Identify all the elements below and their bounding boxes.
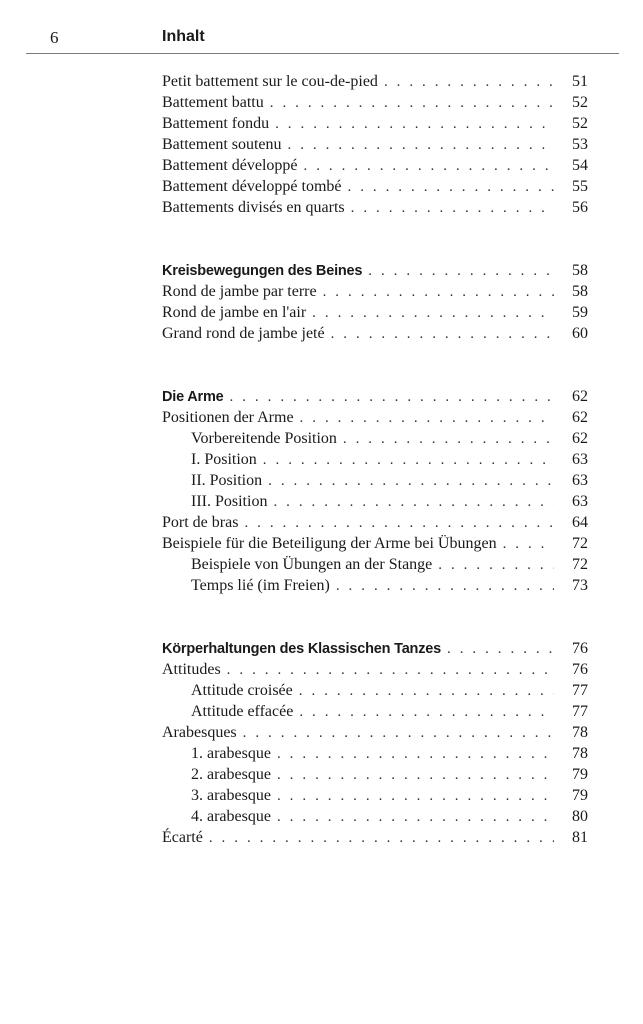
toc-entry xyxy=(162,134,588,155)
toc-page-number: 79 xyxy=(572,766,588,783)
toc-chapter-heading xyxy=(162,260,588,281)
toc-entry-title: 4. arabesque xyxy=(191,808,271,825)
toc-entry-title: 2. arabesque xyxy=(191,766,271,783)
toc-entry xyxy=(162,575,588,596)
toc-page-number: 52 xyxy=(572,115,588,132)
toc-section xyxy=(162,386,588,596)
toc-entry xyxy=(162,659,588,680)
toc-entry xyxy=(162,827,588,848)
toc-entry-title: Attitude effacée xyxy=(191,703,294,720)
toc-entry-title: Battement battu xyxy=(162,94,264,111)
toc-entry xyxy=(162,113,588,134)
toc-entry-title: Battements divisés en quarts xyxy=(162,199,345,216)
toc-dot-leader xyxy=(268,471,554,492)
toc-entry-title: Rond de jambe en l'air xyxy=(162,304,307,321)
toc-dot-leader xyxy=(300,408,554,429)
toc-entry-title: Petit battement sur le cou-de-pied xyxy=(162,73,378,90)
toc-entry xyxy=(162,428,588,449)
toc-page-number: 72 xyxy=(572,535,588,552)
toc-entry-title: Vorbereitende Position xyxy=(191,430,337,447)
toc-dot-leader xyxy=(384,72,554,93)
toc-entry xyxy=(162,533,588,554)
toc-page-number: 58 xyxy=(572,262,588,279)
toc-entry-title: Positionen der Arme xyxy=(162,409,294,426)
toc-dot-leader xyxy=(277,765,554,786)
toc-entry xyxy=(162,155,588,176)
toc-entry-title: Battement développé xyxy=(162,157,298,174)
toc-dot-leader xyxy=(288,135,554,156)
toc-page-number: 62 xyxy=(572,388,588,405)
toc-entry xyxy=(162,722,588,743)
page-number: 6 xyxy=(50,28,59,47)
toc-entry-title: Beispiele von Übungen an der Stange xyxy=(191,556,433,573)
toc-page-number: 55 xyxy=(572,178,588,195)
toc-section xyxy=(162,638,588,848)
toc-entry-title: III. Position xyxy=(191,493,268,510)
toc-dot-leader xyxy=(209,828,554,849)
toc-entry xyxy=(162,806,588,827)
toc-dot-leader xyxy=(243,723,554,744)
toc-dot-leader xyxy=(438,555,554,576)
toc-entry xyxy=(162,449,588,470)
toc-dot-leader xyxy=(331,324,554,345)
toc-page-number: 51 xyxy=(572,73,588,90)
toc-entry-title: Écarté xyxy=(162,829,203,846)
toc-entry-title: Battement fondu xyxy=(162,115,270,132)
toc-entry xyxy=(162,323,588,344)
toc-page-number: 63 xyxy=(572,472,588,489)
toc-dot-leader xyxy=(304,156,554,177)
toc-page-number: 77 xyxy=(572,682,588,699)
toc-chapter-heading xyxy=(162,638,588,659)
toc-dot-leader xyxy=(230,387,554,408)
toc-entry xyxy=(162,197,588,218)
toc-entry xyxy=(162,407,588,428)
toc-dot-leader xyxy=(348,177,555,198)
toc-dot-leader xyxy=(244,513,554,534)
toc-page-number: 80 xyxy=(572,808,588,825)
toc-page-number: 58 xyxy=(572,283,588,300)
toc-entry-title: Attitudes xyxy=(162,661,221,678)
toc-dot-leader xyxy=(277,744,554,765)
toc-dot-leader xyxy=(503,534,554,555)
toc-entry xyxy=(162,176,588,197)
toc-page-number: 52 xyxy=(572,94,588,111)
toc-dot-leader xyxy=(323,282,554,303)
toc-page-number: 54 xyxy=(572,157,588,174)
toc-entry-title: Beispiele für die Beteiligung der Arme bei Übungen xyxy=(162,535,497,552)
toc-entry-title: Temps lié (im Freien) xyxy=(191,577,330,594)
toc-entry-title: Attitude croisée xyxy=(191,682,293,699)
toc-page-number: 78 xyxy=(572,724,588,741)
toc-entry-title: Battement développé tombé xyxy=(162,178,342,195)
toc-dot-leader xyxy=(277,807,554,828)
toc-dot-leader xyxy=(270,93,554,114)
toc-page-number: 59 xyxy=(572,304,588,321)
toc-entry-title: Battement soutenu xyxy=(162,136,282,153)
toc-entry-title: Port de bras xyxy=(162,514,239,531)
toc-entry xyxy=(162,302,588,323)
toc-dot-leader xyxy=(263,450,554,471)
toc-entry-title: Arabesques xyxy=(162,724,237,741)
toc-dot-leader xyxy=(447,639,554,660)
toc-page-number: 60 xyxy=(572,325,588,342)
toc-entry-title: II. Position xyxy=(191,472,263,489)
toc-page-number: 78 xyxy=(572,745,588,762)
toc-entry-title: Körperhaltungen des Klassischen Tanzes xyxy=(162,641,441,657)
toc-page-number: 63 xyxy=(572,493,588,510)
toc-dot-leader xyxy=(368,261,554,282)
toc-dot-leader xyxy=(299,681,554,702)
toc-page-number: 63 xyxy=(572,451,588,468)
toc-entry xyxy=(162,554,588,575)
header-rule xyxy=(26,53,619,54)
toc-page-number: 77 xyxy=(572,703,588,720)
page-header xyxy=(0,0,643,54)
toc-dot-leader xyxy=(277,786,554,807)
toc-entry-title: Die Arme xyxy=(162,389,224,405)
toc-page-number: 64 xyxy=(572,514,588,531)
toc-entry xyxy=(162,512,588,533)
toc-page-number: 73 xyxy=(572,577,588,594)
toc-entry xyxy=(162,680,588,701)
toc-entry-title: Rond de jambe par terre xyxy=(162,283,317,300)
toc-entry-title: I. Position xyxy=(191,451,257,468)
toc-entry xyxy=(162,470,588,491)
toc-dot-leader xyxy=(273,492,554,513)
toc-entry xyxy=(162,785,588,806)
toc-chapter-heading xyxy=(162,386,588,407)
toc-entry-title: 3. arabesque xyxy=(191,787,271,804)
toc-entry-title: Kreisbewegungen des Beines xyxy=(162,263,363,279)
toc-entry xyxy=(162,743,588,764)
toc-page-number: 72 xyxy=(572,556,588,573)
toc-entry xyxy=(162,92,588,113)
toc-entry xyxy=(162,491,588,512)
toc-page-number: 62 xyxy=(572,430,588,447)
toc-page-number: 76 xyxy=(572,640,588,657)
toc-entry-title: 1. arabesque xyxy=(191,745,271,762)
page-title: Inhalt xyxy=(162,28,205,45)
toc-dot-leader xyxy=(312,303,554,324)
toc-dot-leader xyxy=(275,114,554,135)
toc-page-number: 76 xyxy=(572,661,588,678)
toc-entry-title: Grand rond de jambe jeté xyxy=(162,325,325,342)
toc-dot-leader xyxy=(299,702,554,723)
toc-section xyxy=(162,260,588,344)
toc-entry xyxy=(162,281,588,302)
toc-dot-leader xyxy=(351,198,554,219)
toc-entry xyxy=(162,71,588,92)
toc-entry xyxy=(162,764,588,785)
toc-section xyxy=(162,71,588,218)
table-of-contents xyxy=(162,71,588,848)
toc-page-number: 53 xyxy=(572,136,588,153)
toc-page-number: 81 xyxy=(572,829,588,846)
toc-entry xyxy=(162,701,588,722)
toc-dot-leader xyxy=(343,429,554,450)
toc-page-number: 56 xyxy=(572,199,588,216)
toc-dot-leader xyxy=(227,660,554,681)
toc-page-number: 62 xyxy=(572,409,588,426)
toc-dot-leader xyxy=(336,576,554,597)
toc-page-number: 79 xyxy=(572,787,588,804)
